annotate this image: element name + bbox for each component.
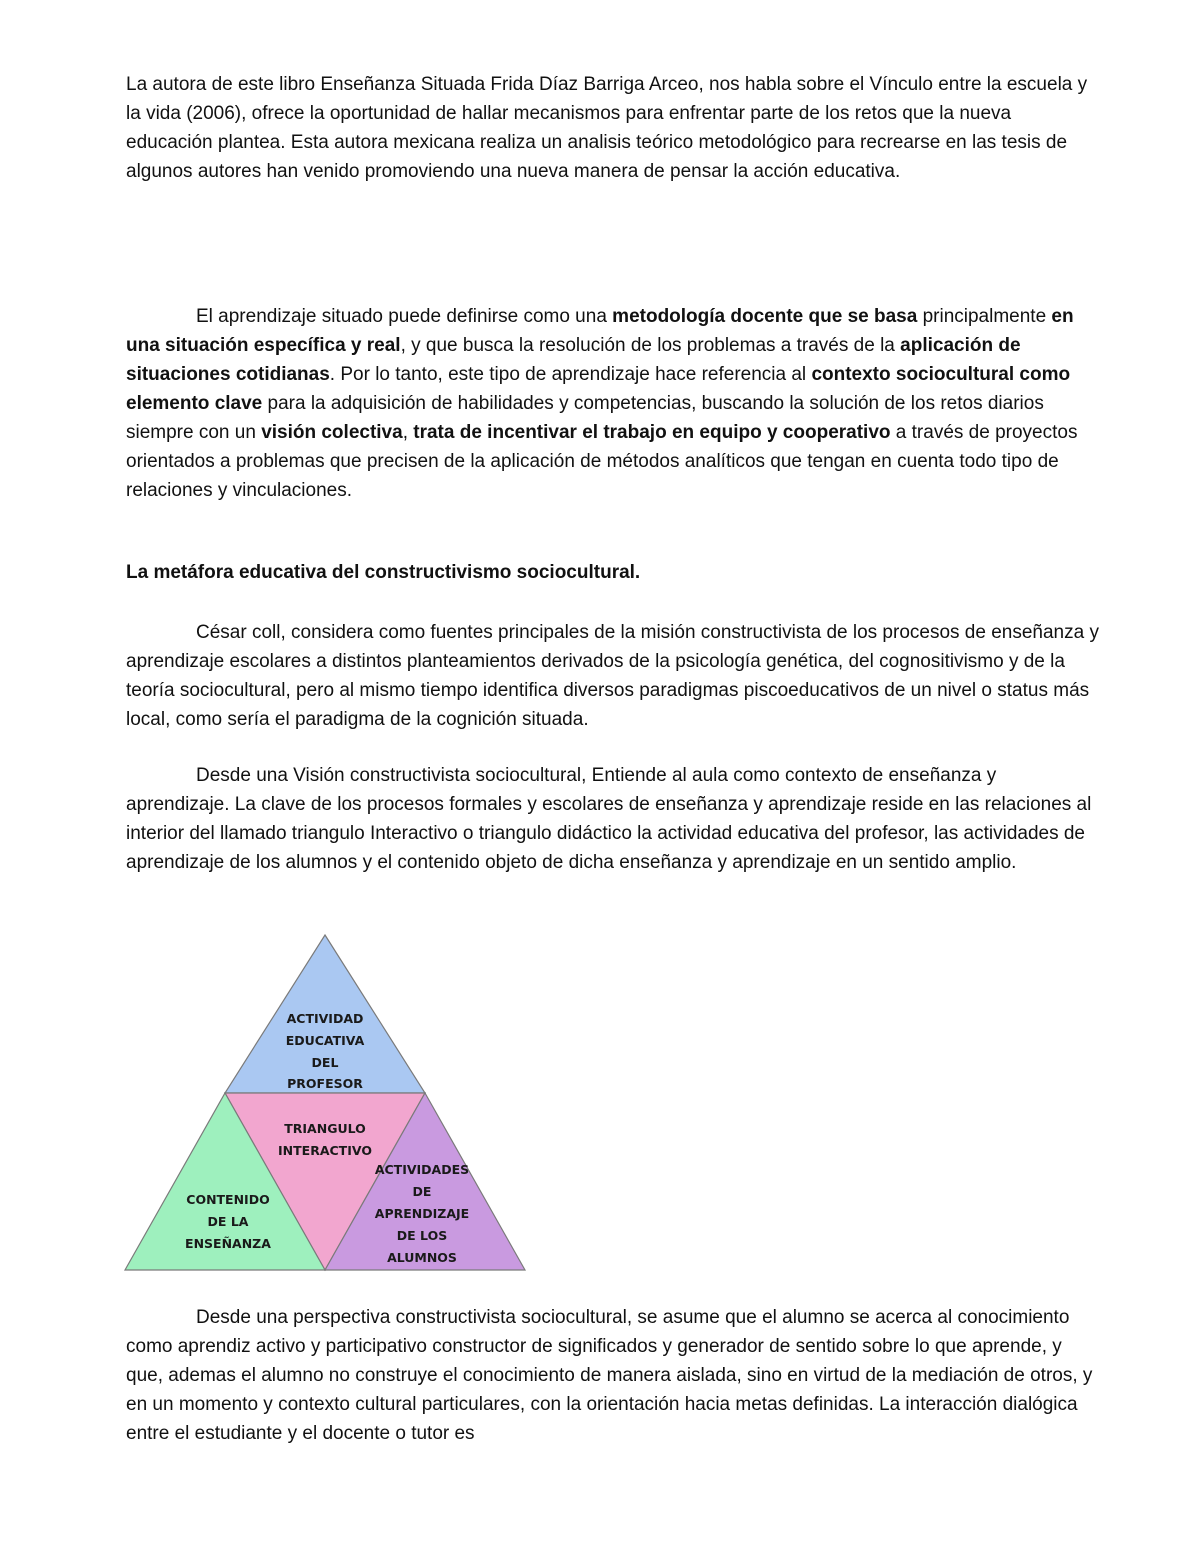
bold-span: metodología docente que se basa (612, 306, 918, 327)
text-span: principalmente (917, 306, 1052, 327)
label-line: EDUCATIVA (285, 1033, 365, 1048)
label-line: APRENDIZAJE (374, 1206, 470, 1221)
label-line: DE LOS (396, 1228, 448, 1243)
bold-span: trata de incentivar el trabajo en equipo y cooperativo (413, 422, 891, 443)
section-heading: La metáfora educativa del constructivismo sociocultural. (126, 562, 641, 583)
label-line: ACTIVIDADES (374, 1162, 470, 1177)
bold-span: contexto sociocultural como elemento clave (126, 364, 1071, 414)
label-line: DEL (311, 1055, 339, 1070)
text-span: para la adquisición de habilidades y competencias, buscando la solución de los retos diarios siempre con un (126, 393, 1044, 443)
label-line: ENSEÑANZA (185, 1236, 271, 1251)
text-span: , (402, 422, 414, 443)
coll-paragraph: César coll, considera como fuentes principales de la misión constructivista de los procesos de enseñanza y aprendizaje escolares a distintos planteamientos derivados de la psicología genética, del cognositivismo y de la teoría sociocultural, pero al mismo tiempo identifica diversos paradigmas piscoeducativos de un nivel o status más local, como sería el paradigma de la cognición situada. (126, 622, 1099, 730)
label-line: CONTENIDO (186, 1192, 270, 1207)
label-line: ACTIVIDAD (286, 1011, 364, 1026)
classroom-paragraph: Desde una Visión constructivista sociocultural, Entiende al aula como contexto de enseñanza y aprendizaje. La clave de los procesos formales y escolares de enseñanza y aprendizaje reside en las relaciones al interior del llamado triangulo Interactivo o triangulo didáctico la actividad educativa del profesor, las actividades de aprendizaje de los alumnos y el contenido objeto de dicha enseñanza y aprendizaje en un sentido amplio. (126, 765, 1092, 873)
situated-learning-paragraph (126, 302, 1101, 505)
intro-paragraph: La autora de este libro Enseñanza Situada Frida Díaz Barriga Arceo, nos habla sobre el Vínculo entre la escuela y la vida (2006), ofrece la oportunidad de hallar mecanismos para enfrentar parte de los retos que la nueva educación plantea. Esta autora mexicana realiza un analisis teórico metodológico para recrearse en las tesis de algunos autores han venido promoviendo una nueva manera de pensar la acción educativa. (126, 74, 1088, 182)
text-span: a través de proyectos orientados a problemas que precisen de la aplicación de métodos analíticos que tengan en cuenta todo tipo de relaciones y vinculaciones. (126, 422, 1078, 501)
bold-span: visión colectiva (261, 422, 403, 443)
label-line: PROFESOR (287, 1076, 363, 1091)
text-span: El aprendizaje situado puede definirse como una (196, 306, 613, 327)
bold-span: en una situación específica y real (126, 306, 1074, 356)
text-span: . Por lo tanto, este tipo de aprendizaje hace referencia al (329, 364, 812, 385)
label-line: INTERACTIVO (278, 1143, 372, 1158)
label-line: TRIANGULO (284, 1121, 366, 1136)
text-span: , y que busca la resolución de los problemas a través de la (400, 335, 901, 356)
interactive-triangle-diagram (120, 930, 530, 1275)
label-line: ALUMNOS (387, 1250, 457, 1265)
perspective-paragraph: Desde una perspectiva constructivista sociocultural, se asume que el alumno se acerca al conocimiento como aprendiz activo y participativo constructor de significados y generador de sentido sobre lo que aprende, y que, ademas el alumno no construye el conocimiento de manera aislada, sino en virtud de la mediación de otros, y en un momento y contexto cultural particulares, con la orientación hacia metas definidas. La interacción dialógica entre el estudiante y el docente o tutor es (126, 1307, 1093, 1444)
label-line: DE LA (207, 1214, 249, 1229)
label-line: DE (412, 1184, 432, 1199)
bold-span: aplicación de situaciones cotidianas (126, 335, 1021, 385)
